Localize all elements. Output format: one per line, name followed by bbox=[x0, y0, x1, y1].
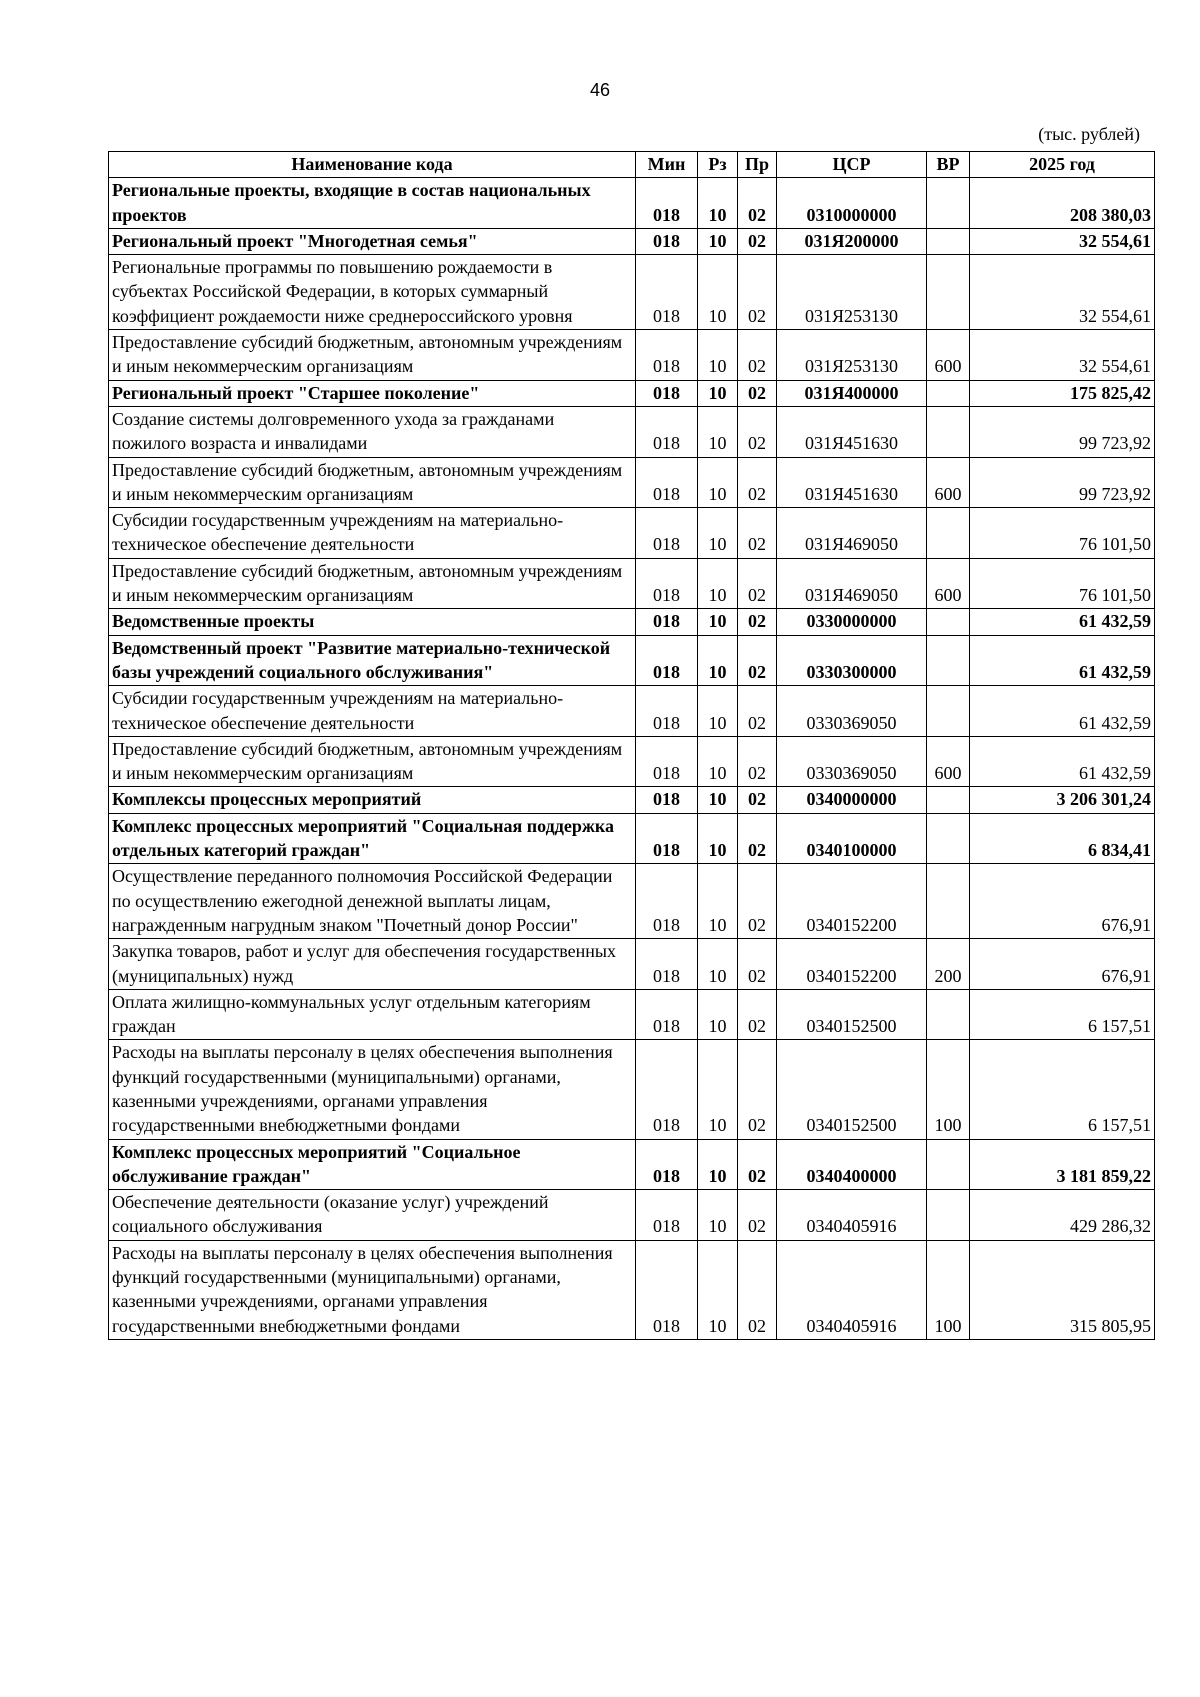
cell-csr: 031Я400000 bbox=[777, 380, 927, 406]
cell-vr bbox=[927, 989, 970, 1040]
cell-csr: 0340152500 bbox=[777, 1040, 927, 1139]
cell-csr: 0340152200 bbox=[777, 939, 927, 990]
cell-min: 018 bbox=[636, 1139, 698, 1190]
table-row bbox=[109, 380, 1155, 406]
cell-pr: 02 bbox=[738, 939, 777, 990]
cell-csr: 031Я253130 bbox=[777, 330, 927, 381]
cell-vr: 600 bbox=[927, 330, 970, 381]
table-row bbox=[109, 989, 1155, 1040]
cell-name: Оплата жилищно-коммунальных услуг отдельным категориям граждан bbox=[109, 989, 636, 1040]
cell-amount: 61 432,59 bbox=[970, 635, 1155, 686]
column-header-pr: Пр bbox=[738, 152, 777, 178]
cell-rz: 10 bbox=[698, 508, 738, 559]
cell-pr: 02 bbox=[738, 558, 777, 609]
cell-name: Осуществление переданного полномочия Российской Федерации по осуществлению ежегодной денежной выплаты лицам, награжденным нагрудным знаком "Почетный донор России" bbox=[109, 864, 636, 939]
cell-amount: 6 157,51 bbox=[970, 1040, 1155, 1139]
cell-csr: 0340152500 bbox=[777, 989, 927, 1040]
cell-pr: 02 bbox=[738, 686, 777, 737]
cell-csr: 0340400000 bbox=[777, 1139, 927, 1190]
cell-vr bbox=[927, 635, 970, 686]
cell-csr: 031Я451630 bbox=[777, 406, 927, 457]
table-row bbox=[109, 558, 1155, 609]
cell-rz: 10 bbox=[698, 1240, 738, 1339]
cell-pr: 02 bbox=[738, 457, 777, 508]
table-row bbox=[109, 1139, 1155, 1190]
cell-name: Комплекс процессных мероприятий "Социальное обслуживание граждан" bbox=[109, 1139, 636, 1190]
cell-rz: 10 bbox=[698, 736, 738, 787]
cell-name: Ведомственные проекты bbox=[109, 609, 636, 635]
cell-amount: 61 432,59 bbox=[970, 736, 1155, 787]
cell-csr: 0340152200 bbox=[777, 864, 927, 939]
column-header-csr: ЦСР bbox=[777, 152, 927, 178]
table-row bbox=[109, 178, 1155, 229]
cell-rz: 10 bbox=[698, 635, 738, 686]
cell-pr: 02 bbox=[738, 989, 777, 1040]
cell-name: Закупка товаров, работ и услуг для обеспечения государственных (муниципальных) нужд bbox=[109, 939, 636, 990]
cell-name: Предоставление субсидий бюджетным, автономным учреждениям и иным некоммерческим организациям bbox=[109, 558, 636, 609]
cell-vr bbox=[927, 813, 970, 864]
cell-min: 018 bbox=[636, 609, 698, 635]
cell-min: 018 bbox=[636, 864, 698, 939]
cell-name: Предоставление субсидий бюджетным, автономным учреждениям и иным некоммерческим организациям bbox=[109, 736, 636, 787]
cell-amount: 32 554,61 bbox=[970, 330, 1155, 381]
cell-name: Создание системы долговременного ухода за гражданами пожилого возраста и инвалидами bbox=[109, 406, 636, 457]
cell-vr bbox=[927, 686, 970, 737]
cell-min: 018 bbox=[636, 989, 698, 1040]
cell-pr: 02 bbox=[738, 228, 777, 254]
table-row bbox=[109, 635, 1155, 686]
cell-csr: 0330369050 bbox=[777, 686, 927, 737]
cell-vr bbox=[927, 787, 970, 813]
cell-name: Региональные проекты, входящие в состав национальных проектов bbox=[109, 178, 636, 229]
cell-amount: 6 834,41 bbox=[970, 813, 1155, 864]
cell-rz: 10 bbox=[698, 686, 738, 737]
cell-amount: 32 554,61 bbox=[970, 228, 1155, 254]
cell-name: Комплекс процессных мероприятий "Социальная поддержка отдельных категорий граждан" bbox=[109, 813, 636, 864]
cell-vr bbox=[927, 255, 970, 330]
cell-rz: 10 bbox=[698, 1139, 738, 1190]
table-row bbox=[109, 1040, 1155, 1139]
cell-csr: 0340405916 bbox=[777, 1190, 927, 1241]
cell-vr bbox=[927, 406, 970, 457]
cell-rz: 10 bbox=[698, 406, 738, 457]
table-row bbox=[109, 228, 1155, 254]
cell-csr: 0340000000 bbox=[777, 787, 927, 813]
cell-csr: 0330369050 bbox=[777, 736, 927, 787]
cell-min: 018 bbox=[636, 1040, 698, 1139]
cell-amount: 76 101,50 bbox=[970, 558, 1155, 609]
cell-vr: 600 bbox=[927, 558, 970, 609]
cell-amount: 61 432,59 bbox=[970, 609, 1155, 635]
cell-vr: 600 bbox=[927, 457, 970, 508]
cell-amount: 61 432,59 bbox=[970, 686, 1155, 737]
cell-rz: 10 bbox=[698, 178, 738, 229]
budget-table bbox=[108, 151, 1155, 1340]
cell-rz: 10 bbox=[698, 1190, 738, 1241]
cell-vr bbox=[927, 1190, 970, 1241]
table-row bbox=[109, 686, 1155, 737]
cell-name: Расходы на выплаты персоналу в целях обеспечения выполнения функций государственными (муниципальными) органами, казенными учреждениями, органами управления государственными внебюджетными фондами bbox=[109, 1040, 636, 1139]
cell-min: 018 bbox=[636, 787, 698, 813]
cell-csr: 031Я469050 bbox=[777, 508, 927, 559]
cell-min: 018 bbox=[636, 330, 698, 381]
cell-pr: 02 bbox=[738, 813, 777, 864]
cell-name: Региональный проект "Старшее поколение" bbox=[109, 380, 636, 406]
cell-vr bbox=[927, 1139, 970, 1190]
cell-pr: 02 bbox=[738, 508, 777, 559]
column-header-vr: ВР bbox=[927, 152, 970, 178]
cell-pr: 02 bbox=[738, 330, 777, 381]
cell-amount: 429 286,32 bbox=[970, 1190, 1155, 1241]
cell-vr bbox=[927, 380, 970, 406]
page-number: 46 bbox=[589, 80, 611, 100]
cell-name: Предоставление субсидий бюджетным, автономным учреждениям и иным некоммерческим организациям bbox=[109, 330, 636, 381]
cell-min: 018 bbox=[636, 228, 698, 254]
cell-pr: 02 bbox=[738, 380, 777, 406]
cell-amount: 315 805,95 bbox=[970, 1240, 1155, 1339]
cell-name: Предоставление субсидий бюджетным, автономным учреждениям и иным некоммерческим организациям bbox=[109, 457, 636, 508]
cell-rz: 10 bbox=[698, 864, 738, 939]
cell-pr: 02 bbox=[738, 255, 777, 330]
table-row bbox=[109, 406, 1155, 457]
cell-amount: 3 181 859,22 bbox=[970, 1139, 1155, 1190]
cell-pr: 02 bbox=[738, 406, 777, 457]
cell-vr: 100 bbox=[927, 1040, 970, 1139]
cell-csr: 0310000000 bbox=[777, 178, 927, 229]
table-row bbox=[109, 939, 1155, 990]
cell-csr: 031Я469050 bbox=[777, 558, 927, 609]
cell-min: 018 bbox=[636, 406, 698, 457]
table-row bbox=[109, 736, 1155, 787]
cell-rz: 10 bbox=[698, 787, 738, 813]
units-label: (тыс. рублей) bbox=[1038, 124, 1140, 144]
cell-rz: 10 bbox=[698, 609, 738, 635]
cell-vr bbox=[927, 864, 970, 939]
cell-csr: 0330300000 bbox=[777, 635, 927, 686]
table-row bbox=[109, 1190, 1155, 1241]
cell-csr: 0340100000 bbox=[777, 813, 927, 864]
cell-rz: 10 bbox=[698, 813, 738, 864]
cell-min: 018 bbox=[636, 736, 698, 787]
cell-min: 018 bbox=[636, 686, 698, 737]
cell-rz: 10 bbox=[698, 380, 738, 406]
cell-pr: 02 bbox=[738, 1040, 777, 1139]
cell-amount: 676,91 bbox=[970, 939, 1155, 990]
cell-name: Субсидии государственным учреждениям на материально-техническое обеспечение деятельности bbox=[109, 508, 636, 559]
table-row bbox=[109, 330, 1155, 381]
cell-min: 018 bbox=[636, 813, 698, 864]
cell-name: Региональный проект "Многодетная семья" bbox=[109, 228, 636, 254]
cell-vr bbox=[927, 609, 970, 635]
cell-amount: 208 380,03 bbox=[970, 178, 1155, 229]
cell-name: Субсидии государственным учреждениям на материально-техническое обеспечение деятельности bbox=[109, 686, 636, 737]
cell-vr bbox=[927, 178, 970, 229]
column-header-rz: Рз bbox=[698, 152, 738, 178]
cell-csr: 031Я451630 bbox=[777, 457, 927, 508]
table-row bbox=[109, 609, 1155, 635]
cell-pr: 02 bbox=[738, 1240, 777, 1339]
table-header bbox=[109, 152, 1155, 178]
cell-vr: 100 bbox=[927, 1240, 970, 1339]
cell-amount: 6 157,51 bbox=[970, 989, 1155, 1040]
cell-name: Расходы на выплаты персоналу в целях обеспечения выполнения функций государственными (муниципальными) органами, казенными учреждениями, органами управления государственными внебюджетными фондами bbox=[109, 1240, 636, 1339]
cell-rz: 10 bbox=[698, 989, 738, 1040]
cell-name: Региональные программы по повышению рождаемости в субъектах Российской Федерации, в которых суммарный коэффициент рождаемости ниже среднероссийского уровня bbox=[109, 255, 636, 330]
cell-name: Обеспечение деятельности (оказание услуг) учреждений социального обслуживания bbox=[109, 1190, 636, 1241]
cell-pr: 02 bbox=[738, 787, 777, 813]
cell-rz: 10 bbox=[698, 939, 738, 990]
cell-pr: 02 bbox=[738, 1190, 777, 1241]
column-header-year: 2025 год bbox=[970, 152, 1155, 178]
cell-rz: 10 bbox=[698, 330, 738, 381]
cell-vr bbox=[927, 508, 970, 559]
cell-amount: 32 554,61 bbox=[970, 255, 1155, 330]
cell-vr bbox=[927, 228, 970, 254]
table-body bbox=[109, 178, 1155, 1340]
column-header-name: Наименование кода bbox=[109, 152, 636, 178]
cell-vr: 600 bbox=[927, 736, 970, 787]
cell-csr: 0330000000 bbox=[777, 609, 927, 635]
cell-csr: 0340405916 bbox=[777, 1240, 927, 1339]
table-row bbox=[109, 457, 1155, 508]
table-row bbox=[109, 508, 1155, 559]
table-row bbox=[109, 1240, 1155, 1339]
cell-pr: 02 bbox=[738, 1139, 777, 1190]
table-row bbox=[109, 787, 1155, 813]
cell-min: 018 bbox=[636, 635, 698, 686]
cell-min: 018 bbox=[636, 939, 698, 990]
cell-csr: 031Я200000 bbox=[777, 228, 927, 254]
cell-pr: 02 bbox=[738, 864, 777, 939]
cell-min: 018 bbox=[636, 178, 698, 229]
cell-min: 018 bbox=[636, 380, 698, 406]
cell-rz: 10 bbox=[698, 255, 738, 330]
cell-amount: 99 723,92 bbox=[970, 457, 1155, 508]
cell-csr: 031Я253130 bbox=[777, 255, 927, 330]
cell-rz: 10 bbox=[698, 1040, 738, 1139]
cell-min: 018 bbox=[636, 508, 698, 559]
cell-pr: 02 bbox=[738, 736, 777, 787]
cell-pr: 02 bbox=[738, 609, 777, 635]
cell-amount: 3 206 301,24 bbox=[970, 787, 1155, 813]
column-header-min: Мин bbox=[636, 152, 698, 178]
cell-name: Ведомственный проект "Развитие материально-технической базы учреждений социального обслуживания" bbox=[109, 635, 636, 686]
cell-rz: 10 bbox=[698, 558, 738, 609]
cell-rz: 10 bbox=[698, 457, 738, 508]
cell-amount: 676,91 bbox=[970, 864, 1155, 939]
cell-min: 018 bbox=[636, 558, 698, 609]
cell-pr: 02 bbox=[738, 635, 777, 686]
cell-name: Комплексы процессных мероприятий bbox=[109, 787, 636, 813]
cell-pr: 02 bbox=[738, 178, 777, 229]
cell-amount: 175 825,42 bbox=[970, 380, 1155, 406]
cell-amount: 76 101,50 bbox=[970, 508, 1155, 559]
cell-rz: 10 bbox=[698, 228, 738, 254]
table-row bbox=[109, 255, 1155, 330]
cell-min: 018 bbox=[636, 457, 698, 508]
cell-min: 018 bbox=[636, 255, 698, 330]
cell-amount: 99 723,92 bbox=[970, 406, 1155, 457]
table-row bbox=[109, 864, 1155, 939]
cell-vr: 200 bbox=[927, 939, 970, 990]
cell-min: 018 bbox=[636, 1240, 698, 1339]
table-row bbox=[109, 813, 1155, 864]
cell-min: 018 bbox=[636, 1190, 698, 1241]
